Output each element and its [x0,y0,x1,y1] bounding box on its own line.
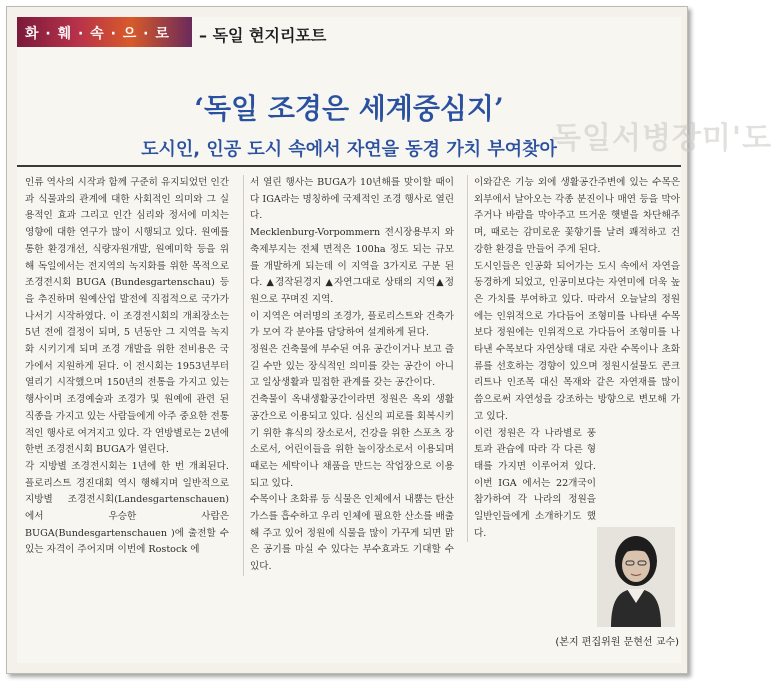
divider-rule [17,165,681,167]
paragraph: 각 지방별 조경전시회는 1년에 한 번 개최된다. 플로리스트 경진대회 역시 행해지며 일반적으로 지방별 조경전시회(Landesgartenschauen) 에서 우승한 사람은 BUGA(Bundesgartenschauen )에 출전할 수 있는 자격이 주어지며 이번에 Rostock 에 [25,460,229,556]
section-label: – 독일 현지리포트 [199,26,327,45]
bleed-through-text: 독일서병장미'도 [552,121,772,156]
article-column-1 [25,175,229,559]
paragraph: 이와같은 기능 외에 생활공간주변에 있는 수목은 외부에서 날아오는 각종 분진이나 매연 등을 막아주거나 바람을 막아주고 뜨거운 햇볕을 차단해주며, 때로는 감미로운 꽃향기를 날려 쾌적하고 건강한 환경을 만들어 주게 된다. [474,177,680,255]
paragraph: 이런 정원은 각 나라별로 풍토과 관습에 따라 각 다른 형태를 가지면 이루어져 있다. 이번 IGA 에서는 22개국이 참가하여 각 나라의 정원을 일반인들에게 소개하기도 했다. [474,427,596,539]
paragraph: Mecklenburg-Vorpommern 전시장용부지 와 축제부지는 전체 면적은 100ha 정도 되는 규모를 개발하게 되는데 이 지역을 3가지로 구분 된다. ▲경작된경지 ▲자연그대로 상태의 지역▲정원으로 꾸며진 지역. [250,227,454,305]
paragraph: 정원은 건축물에 부수된 여유 공간이거나 보고 즐길 수만 있는 장식적인 의미를 갖는 공간이 아니고 일상생활과 밀접한 관계를 갖는 공간이다. [250,344,454,389]
paragraph: 이 지역은 여러명의 조경가, 플로리스트와 건축가가 모여 각 분야를 담당하여 설계하게 된다. [250,310,454,339]
portrait-icon [597,527,675,627]
paragraph: 건축물이 옥내생활공간이라면 정원은 옥외 생활공간으로 이용되고 있다. 심신의 피로를 회복시키기 위한 휴식의 장소로서, 건강을 위한 스포츠 장소로서, 어린이들을 위한 놀이장소로서 이용되며 때로는 세탁이나 채품을 만드는 작업장으로 이용되고 있다. [250,394,454,489]
article-column-2 [243,175,454,576]
section-banner [17,17,192,47]
paragraph: 서 열린 행사는 BUGA가 10년해를 맞이할 때이다 IGA라는 명칭하에 국제적인 조경 행사로 열린다. [250,177,454,222]
paragraph: 수목이나 초화류 등 식물은 인체에서 내뿜는 탄산가스를 흡수하고 우리 인체에 필요한 산소를 배출해 주고 있어 정원에 식물을 많이 가꾸게 되면 맑은 공기를 마실 수 있다는 부수효과도 기대할 수 있다. [250,494,454,573]
newspaper-clipping [17,17,772,663]
photo-caption: (본지 편집위원 문현선 교수) [555,637,679,648]
headline: ‘독일 조경은 세계중심지’ [194,92,504,125]
page-frame [6,6,772,674]
subheadline: 도시인, 인공 도시 속에서 자연을 동경 가치 부여찾아 [141,139,557,160]
paragraph: 도시인들은 인공화 되어가는 도시 속에서 자연을 동경하게 되었고, 인공미보다는 자연미에 더욱 높은 가치를 부여하고 있다. 따라서 오늘날의 정원에는 인위적으로 가다듬어 조형미를 나타낸 수목보다 정원에는 인위적으로 가다듬어 조형미를 나타낸 수목보다 자연상태 대로 자란 수목이나 초화류를 선호하는 경향이 있으며 정원시설물도 콘크리트나 인조목 대신 목재와 같은 자연재를 많이 씀으로써 자연성을 강조하는 방향으로 변모해 가고 있다. [474,260,680,422]
paragraph: 인류 역사의 시작과 함께 구준히 유지되었던 인간과 식물과의 관계에 대한 사회적인 의미와 그 실용적인 효과 그리고 인간 심리와 정서에 미치는 영향에 대한 연구가 많이 시행되고 있다. 원예를 통한 환경개선, 식량자원개발, 원예미학 등을 위해 독일에서는 전지역의 녹지화를 위한 목적으로 조경전시회 BUGA (Bundesgartenschau) 등을 추진하며 원예산업 발전에 직접적으로 국가가 나서기 시작하였다. 이 조경전시회의 개최장소는 5년 전에 결정이 되며, 5 년동안 그 지역을 녹지화 시키기게 되며 조경 개발을 위한 전비용은 국가에서 지원하게 된다. 이 전시회는 1953년부터 열리기 시작했으며 150년의 전통을 가지고 있는 행사이며 조경예술과 조경가 및 원예에 관련 된 직종을 가지고 있는 사람들에게 아주 중요한 전통적인 행사로 여겨지고 있다. 각 연방별로는 2년에 한번 조경전시회 BUGA가 열린다. [25,177,229,456]
author-portrait [597,527,675,627]
article-column-3 [467,175,680,542]
banner-text: 화 · 훼 · 속 · 으 · 로 [25,26,170,42]
